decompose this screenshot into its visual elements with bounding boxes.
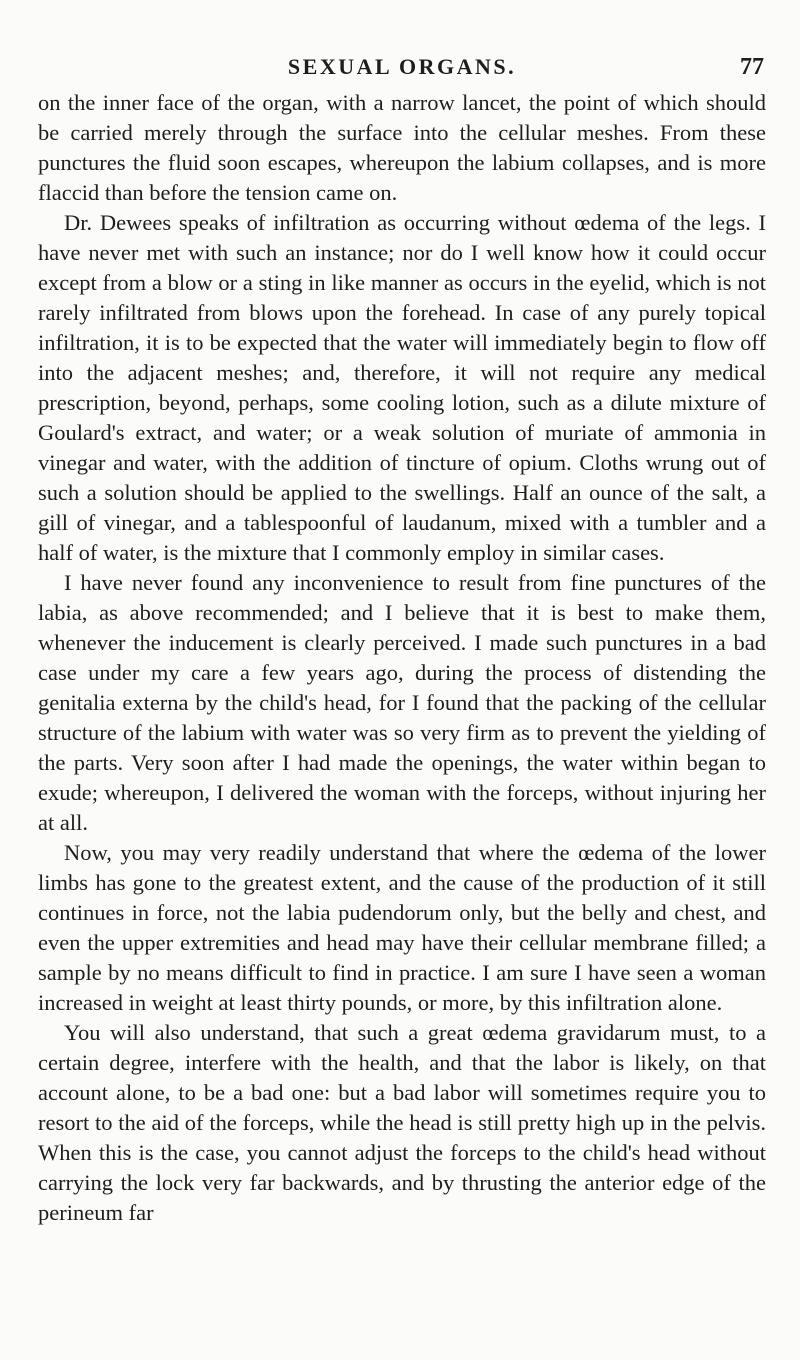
page-number: 77 xyxy=(740,54,764,80)
body-text xyxy=(38,88,766,1228)
page-header xyxy=(38,54,766,88)
book-page xyxy=(38,54,766,1228)
paragraph-oedema-gravidarum: You will also understand, that such a great œdema gravidarum must, to a certain degree, interfere with the health, and that the labor is likely, on that account alone, to be a bad one: but a bad labor will sometimes require you to resort to the aid of the forceps, while the head is still pretty high up in the pelvis. When this is the case, you cannot adjust the forceps to the child's head without carrying the lock very far backwards, and by thrusting the anterior edge of the perineum far xyxy=(38,1020,766,1225)
paragraph-oedema-extent: Now, you may very readily understand that where the œdema of the lower limbs has gone to the greatest extent, and the cause of the production of it still continues in force, not the labia pudendorum only, but the belly and chest, and even the upper extremities and head may have their cellular membrane filled; a sample by no means difficult to find in practice. I am sure I have seen a woman increased in weight at least thirty pounds, or more, by this infiltration alone. xyxy=(38,840,766,1015)
paragraph-continuation: on the inner face of the organ, with a narrow lancet, the point of which should be carried merely through the surface into the cellular meshes. From these punctures the fluid soon escapes, whereupon the labium collapses, and is more flaccid than before the tension came on. xyxy=(38,90,766,205)
running-head: SEXUAL ORGANS. xyxy=(287,54,517,79)
paragraph-dewees-infiltration: Dr. Dewees speaks of infiltration as occurring without œdema of the legs. I have never met with such an instance; nor do I well know how it could occur except from a blow or a sting in like manner as occurs in the eyelid, which is not rarely infiltrated from blows upon the forehead. In case of any purely topical infiltration, it is to be expected that the water will immediately begin to flow off into the adjacent meshes; and, therefore, it will not require any medical prescription, beyond, perhaps, some cooling lotion, such as a dilute mixture of Goulard's extract, and water; or a weak solution of muriate of ammonia in vinegar and water, with the addition of tincture of opium. Cloths wrung out of such a solution should be applied to the swellings. Half an ounce of the salt, a gill of vinegar, and a tablespoonful of laudanum, mixed with a tumbler and a half of water, is the mixture that I commonly employ in similar cases. xyxy=(38,210,766,565)
paragraph-fine-punctures: I have never found any inconvenience to result from fine punctures of the labia, as above recommended; and I believe that it is best to make them, whenever the inducement is clearly perceived. I made such punctures in a bad case under my care a few years ago, during the process of distending the genitalia externa by the child's head, for I found that the packing of the cellular structure of the labium with water was so very firm as to prevent the yielding of the parts. Very soon after I had made the openings, the water within began to exude; whereupon, I delivered the woman with the forceps, without injuring her at all. xyxy=(38,570,766,835)
